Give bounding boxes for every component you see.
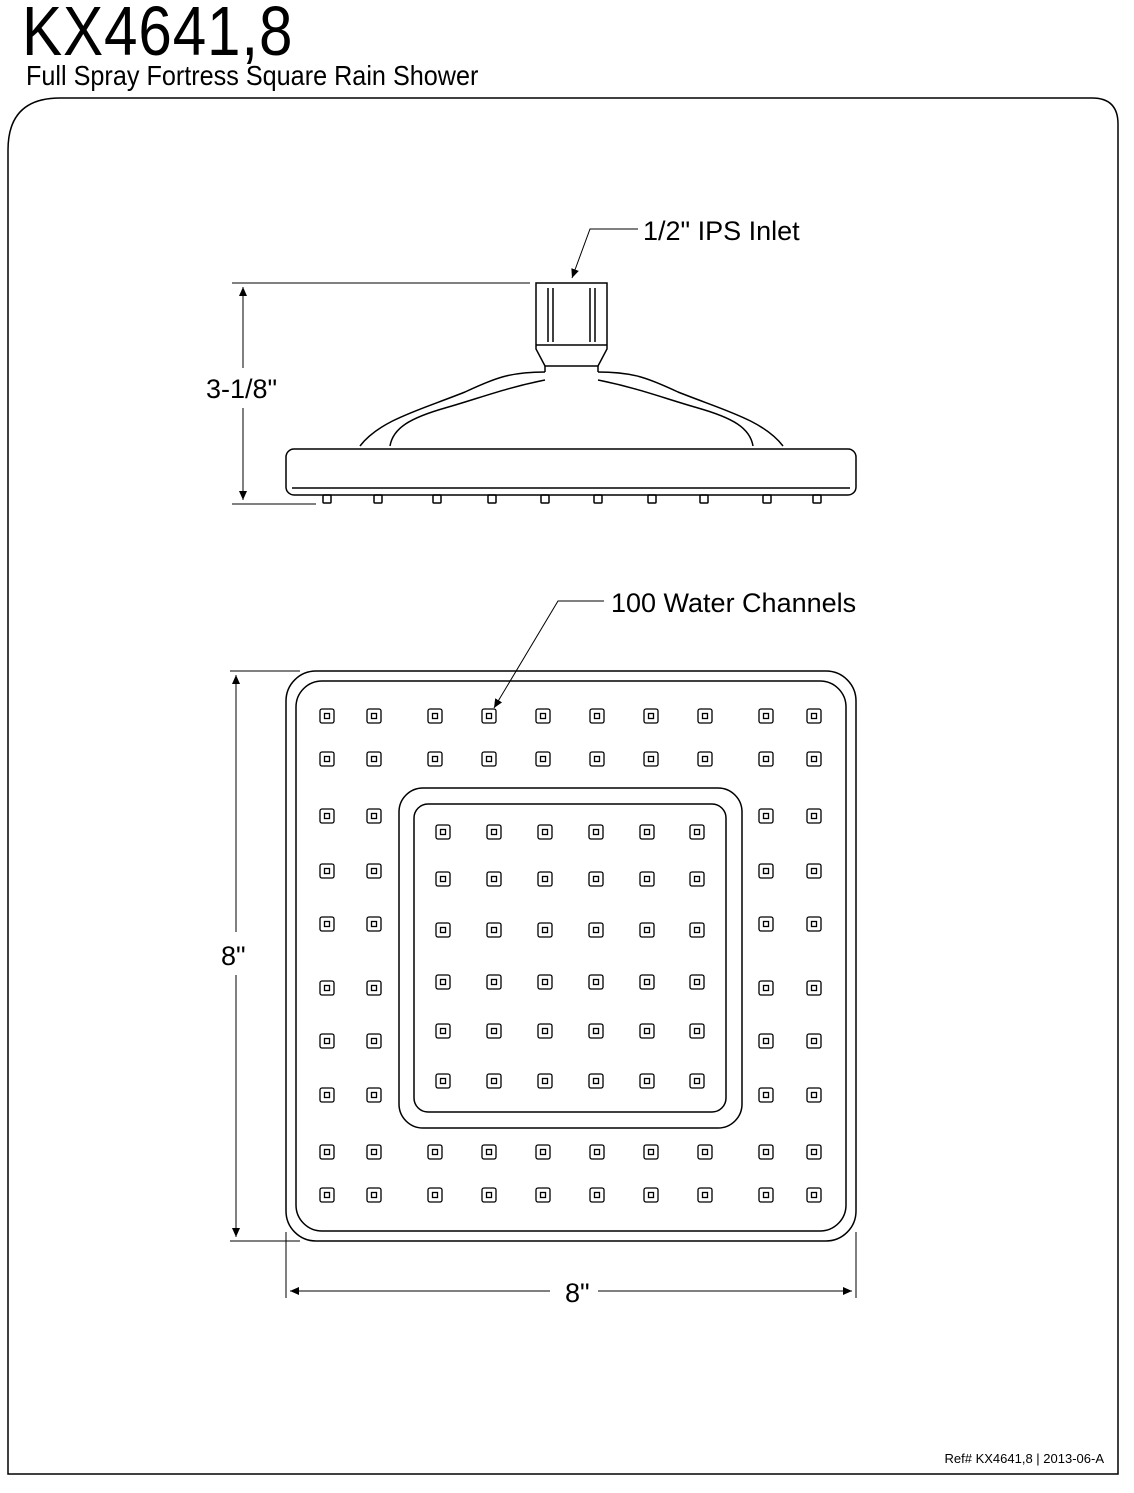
water-channel-nozzle-core: [595, 714, 600, 719]
water-channel-nozzle: [690, 923, 704, 937]
water-channel-nozzle-core: [433, 1150, 438, 1155]
water-channel-nozzle-core: [764, 1093, 769, 1098]
water-channel-nozzle-core: [441, 1029, 446, 1034]
water-channel-nozzle: [320, 1188, 334, 1202]
water-channel-nozzle-core: [372, 869, 377, 874]
water-channel-nozzle-core: [492, 1079, 497, 1084]
water-channel-nozzle: [428, 1188, 442, 1202]
water-channel-nozzle-core: [595, 1193, 600, 1198]
water-channel-nozzle-core: [325, 1039, 330, 1044]
water-channel-nozzle: [536, 752, 550, 766]
water-channel-nozzle-core: [812, 1193, 817, 1198]
water-channel-nozzle-core: [487, 714, 492, 719]
water-channel-nozzle-core: [543, 928, 548, 933]
reference-number: Ref# KX4641,8 | 2013-06-A: [944, 1451, 1104, 1466]
water-channel-nozzle-core: [541, 1193, 546, 1198]
water-channel-nozzle-core: [441, 877, 446, 882]
water-channel-nozzle: [759, 1188, 773, 1202]
water-channel-nozzle-core: [325, 922, 330, 927]
water-channel-nozzle: [536, 1188, 550, 1202]
water-channel-nozzle-core: [543, 1079, 548, 1084]
water-channel-nozzle: [487, 975, 501, 989]
water-channel-nozzle: [367, 981, 381, 995]
water-channel-nozzle: [482, 1145, 496, 1159]
inlet-nut: [536, 283, 607, 366]
water-channel-nozzle: [538, 1074, 552, 1088]
water-channel-nozzle: [320, 709, 334, 723]
body-arm-outer: [360, 372, 545, 446]
water-channel-nozzle: [640, 923, 654, 937]
water-channel-nozzle: [538, 825, 552, 839]
water-channel-nozzle: [590, 709, 604, 723]
water-channel-nozzle: [428, 709, 442, 723]
water-channel-nozzle: [436, 923, 450, 937]
water-channel-nozzle-core: [649, 714, 654, 719]
water-channel-nozzle-core: [433, 757, 438, 762]
body-arm-inner: [390, 380, 545, 446]
water-channel-nozzle: [589, 1024, 603, 1038]
water-channel-nozzle: [320, 809, 334, 823]
water-channel-nozzle: [690, 872, 704, 886]
water-channel-nozzle-core: [325, 1093, 330, 1098]
water-channel-nozzle: [428, 1145, 442, 1159]
water-channel-nozzle: [807, 864, 821, 878]
water-channel-nozzle: [436, 975, 450, 989]
water-channel-nozzle: [320, 752, 334, 766]
product-title: Full Spray Fortress Square Rain Shower: [26, 60, 479, 91]
water-channel-nozzle: [759, 917, 773, 931]
water-channel-nozzle: [640, 975, 654, 989]
water-channel-nozzle-core: [812, 1150, 817, 1155]
water-channel-nozzle: [807, 1034, 821, 1048]
water-channel-nozzle: [320, 864, 334, 878]
water-channel-nozzle: [367, 1088, 381, 1102]
water-channel-nozzle-core: [543, 877, 548, 882]
water-channel-nozzle-core: [695, 1079, 700, 1084]
water-channel-nozzle-core: [812, 869, 817, 874]
water-channel-nozzle-core: [541, 1150, 546, 1155]
water-channel-nozzle: [320, 1088, 334, 1102]
water-channel-nozzle-core: [645, 1079, 650, 1084]
water-channel-nozzle: [482, 752, 496, 766]
water-channel-nozzle-core: [695, 830, 700, 835]
water-channel-nozzle: [807, 1145, 821, 1159]
water-channel-nozzle: [807, 1188, 821, 1202]
water-channel-nozzle: [320, 1034, 334, 1048]
water-channel-nozzle-core: [594, 1029, 599, 1034]
water-channel-nozzle: [698, 1188, 712, 1202]
water-channel-nozzle-core: [372, 1039, 377, 1044]
water-channel-nozzle-core: [325, 714, 330, 719]
water-channel-nozzle-core: [433, 714, 438, 719]
water-channel-nozzle-core: [325, 1193, 330, 1198]
water-channel-nozzle: [640, 1024, 654, 1038]
water-channel-nozzle-core: [372, 714, 377, 719]
water-channel-nozzle: [590, 1188, 604, 1202]
water-channel-nozzle: [640, 1074, 654, 1088]
top-view: [230, 601, 856, 1298]
water-channel-nozzle-core: [487, 1193, 492, 1198]
water-channel-nozzle: [538, 1024, 552, 1038]
water-channel-nozzle: [807, 709, 821, 723]
water-channel-nozzle-core: [645, 980, 650, 985]
water-channel-nozzle-core: [812, 1093, 817, 1098]
water-channel-nozzle-core: [695, 1029, 700, 1034]
water-channel-nozzle: [367, 752, 381, 766]
water-channel-nozzle-core: [645, 830, 650, 835]
water-channel-nozzle: [690, 1074, 704, 1088]
water-channel-nozzle-core: [492, 830, 497, 835]
water-channel-nozzle-core: [695, 877, 700, 882]
water-channel-nozzle-core: [812, 814, 817, 819]
channels-label: 100 Water Channels: [611, 588, 857, 618]
water-channel-nozzle: [367, 917, 381, 931]
water-channel-nozzle-core: [645, 1029, 650, 1034]
water-channel-nozzle-core: [492, 980, 497, 985]
head-outline-inner: [296, 681, 846, 1231]
water-channel-nozzle: [698, 1145, 712, 1159]
water-channel-nozzle: [807, 981, 821, 995]
water-channel-nozzle: [428, 752, 442, 766]
water-channel-nozzle-core: [649, 757, 654, 762]
water-channel-nozzle-core: [703, 1150, 708, 1155]
water-channel-nozzle: [487, 1024, 501, 1038]
water-channel-nozzle-core: [543, 1029, 548, 1034]
water-channel-nozzle: [698, 709, 712, 723]
water-channel-nozzle: [644, 1188, 658, 1202]
inlet-label: 1/2" IPS Inlet: [643, 216, 800, 246]
water-channel-nozzle-core: [594, 830, 599, 835]
water-channel-nozzle-core: [764, 714, 769, 719]
water-channel-nozzle: [759, 864, 773, 878]
side-height-label: 3-1/8": [206, 374, 278, 404]
water-channel-nozzle-core: [541, 714, 546, 719]
body-arm-outer-r: [598, 372, 783, 446]
water-channel-nozzle-core: [325, 986, 330, 991]
water-channel-nozzle: [367, 709, 381, 723]
side-view: [232, 229, 856, 504]
water-channel-nozzle: [367, 1034, 381, 1048]
water-channel-nozzle: [487, 1074, 501, 1088]
water-channel-nozzle-core: [372, 814, 377, 819]
water-channel-nozzle: [538, 872, 552, 886]
water-channel-nozzle-core: [764, 757, 769, 762]
water-channel-nozzle-core: [487, 1150, 492, 1155]
water-channel-nozzle-core: [764, 869, 769, 874]
water-channel-nozzle: [482, 709, 496, 723]
water-channel-nozzle-core: [812, 1039, 817, 1044]
water-channel-nozzle: [807, 752, 821, 766]
water-channel-nozzle-core: [695, 928, 700, 933]
water-channel-nozzle: [644, 709, 658, 723]
water-channel-nozzle: [759, 1088, 773, 1102]
water-channel-nozzle-core: [764, 814, 769, 819]
water-channel-nozzle-core: [492, 928, 497, 933]
water-channel-nozzle-core: [703, 714, 708, 719]
water-channel-nozzle-core: [441, 1079, 446, 1084]
water-channel-nozzle: [807, 1088, 821, 1102]
water-channel-nozzle: [536, 709, 550, 723]
center-panel-inner: [414, 804, 726, 1112]
water-channel-nozzle-core: [492, 877, 497, 882]
water-channel-nozzle: [807, 809, 821, 823]
water-channel-nozzle-core: [703, 1193, 708, 1198]
page-frame: [8, 98, 1118, 1474]
water-channel-nozzle-core: [325, 1150, 330, 1155]
water-channel-nozzle-core: [595, 757, 600, 762]
water-channel-nozzle-core: [812, 714, 817, 719]
water-channel-nozzle-core: [441, 980, 446, 985]
water-channel-nozzle-core: [649, 1150, 654, 1155]
water-channel-nozzle: [436, 1074, 450, 1088]
water-channel-nozzle-core: [764, 1193, 769, 1198]
water-channel-nozzle-core: [764, 922, 769, 927]
water-channel-nozzle-core: [594, 980, 599, 985]
water-channel-nozzle-core: [645, 877, 650, 882]
water-channel-nozzle-core: [594, 877, 599, 882]
water-channel-nozzle: [807, 917, 821, 931]
water-channel-nozzle: [590, 1145, 604, 1159]
water-channel-nozzle: [759, 809, 773, 823]
water-channel-nozzle-core: [543, 830, 548, 835]
water-channel-nozzle: [759, 1034, 773, 1048]
water-channel-nozzle: [640, 825, 654, 839]
water-channel-nozzle-core: [372, 1150, 377, 1155]
water-channel-nozzle: [367, 1145, 381, 1159]
water-channel-nozzle: [698, 752, 712, 766]
water-channel-nozzle: [320, 1145, 334, 1159]
water-channel-nozzle: [644, 1145, 658, 1159]
water-channel-nozzle: [536, 1145, 550, 1159]
top-height-label: 8": [221, 941, 246, 971]
water-channel-nozzle: [589, 825, 603, 839]
water-channel-nozzle: [538, 975, 552, 989]
water-channel-nozzle: [759, 709, 773, 723]
water-channel-nozzle-core: [372, 986, 377, 991]
water-channel-nozzle: [589, 1074, 603, 1088]
body-arm-inner-r: [598, 380, 753, 446]
water-channel-nozzle-core: [649, 1193, 654, 1198]
water-channel-nozzle: [590, 752, 604, 766]
water-channel-nozzle: [367, 864, 381, 878]
water-channel-nozzle: [690, 975, 704, 989]
water-channel-nozzle-core: [764, 1150, 769, 1155]
water-channel-nozzle-core: [441, 830, 446, 835]
water-channel-nozzle-core: [372, 1093, 377, 1098]
water-channel-nozzle-core: [594, 928, 599, 933]
water-channel-nozzle-core: [372, 922, 377, 927]
water-channel-nozzle: [538, 923, 552, 937]
water-channel-nozzle-core: [703, 757, 708, 762]
water-channel-nozzle-core: [441, 928, 446, 933]
water-channel-nozzle: [320, 917, 334, 931]
water-channel-nozzle: [589, 975, 603, 989]
water-channel-nozzle-core: [325, 869, 330, 874]
water-channel-nozzle: [589, 872, 603, 886]
water-channel-nozzle-core: [595, 1150, 600, 1155]
water-channel-nozzle: [436, 1024, 450, 1038]
water-channel-nozzle: [690, 1024, 704, 1038]
water-channel-nozzle: [759, 752, 773, 766]
water-channel-nozzle: [644, 752, 658, 766]
water-channel-nozzle-core: [594, 1079, 599, 1084]
water-channel-nozzle: [487, 825, 501, 839]
top-width-label: 8": [565, 1278, 590, 1308]
water-channel-nozzle: [487, 923, 501, 937]
water-channel-nozzle-core: [325, 814, 330, 819]
water-channel-nozzle-core: [812, 986, 817, 991]
water-channel-nozzle-core: [764, 1039, 769, 1044]
water-channel-nozzle-core: [433, 1193, 438, 1198]
water-channel-nozzle-core: [372, 757, 377, 762]
water-channel-nozzle: [367, 1188, 381, 1202]
water-channel-nozzle-core: [492, 1029, 497, 1034]
water-channel-nozzle: [367, 809, 381, 823]
water-channel-nozzle: [320, 981, 334, 995]
water-channel-nozzle-core: [812, 757, 817, 762]
water-channel-nozzle: [640, 872, 654, 886]
water-channel-nozzle-core: [764, 986, 769, 991]
water-channel-nozzle-core: [543, 980, 548, 985]
water-channel-nozzle: [436, 872, 450, 886]
water-channel-nozzle: [487, 872, 501, 886]
water-channel-nozzle-core: [645, 928, 650, 933]
water-channel-nozzle: [690, 825, 704, 839]
water-channel-nozzle-core: [372, 1193, 377, 1198]
water-channel-nozzle-core: [812, 922, 817, 927]
water-channel-nozzle: [759, 1145, 773, 1159]
water-channel-nozzle-core: [695, 980, 700, 985]
water-channel-nozzle: [482, 1188, 496, 1202]
water-channel-nozzle: [589, 923, 603, 937]
water-channel-nozzle: [436, 825, 450, 839]
water-channel-nozzle-core: [325, 757, 330, 762]
model-number: KX4641,8: [22, 0, 294, 70]
water-channel-nozzle-core: [541, 757, 546, 762]
water-channel-nozzle: [759, 981, 773, 995]
side-nozzles: [323, 495, 821, 503]
water-channel-nozzle-core: [487, 757, 492, 762]
